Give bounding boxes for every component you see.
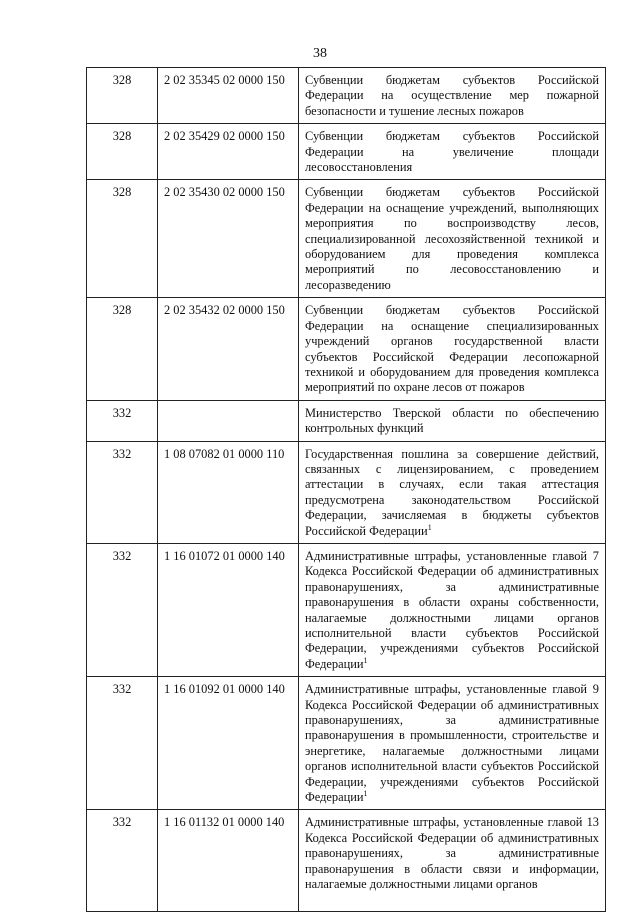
revenue-name-text: Субвенции бюджетам субъектов Российской Федерации на увеличение площади лесовосстановления <box>305 129 599 175</box>
revenue-name-text: Административные штрафы, установленные главой 9 Кодекса Российской Федерации об административных правонарушениях, за административные правонарушения в промышленности, строительстве и энергетике, налагаемые должностными лицами органов исполнительной власти субъектов Российской Федерации, учреждениями субъектов Российской Федерации <box>305 682 599 805</box>
revenue-name-cell <box>299 543 606 676</box>
admin-code-cell: 332 <box>87 810 158 912</box>
revenue-code-cell: 1 16 01072 01 0000 140 <box>158 543 299 676</box>
admin-code-cell: 332 <box>87 543 158 676</box>
table-row <box>87 68 606 124</box>
revenue-name-cell <box>299 298 606 400</box>
revenue-code-cell: 2 02 35345 02 0000 150 <box>158 68 299 124</box>
admin-code-cell: 328 <box>87 180 158 298</box>
admin-code-cell: 332 <box>87 400 158 441</box>
table-row <box>87 677 606 810</box>
revenue-code-cell <box>158 400 299 441</box>
revenue-name-cell <box>299 180 606 298</box>
revenue-name-text: Субвенции бюджетам субъектов Российской Федерации на оснащение учреждений, выполняющих мероприятия по воспроизводству лесов, специализированной лесохозяйственной техникой и оборудованием для проведения комплекса мероприятий по лесовосстановлению и лесоразведению <box>305 185 599 292</box>
admin-code-cell: 328 <box>87 124 158 180</box>
admin-code-cell: 332 <box>87 677 158 810</box>
revenue-name-cell <box>299 124 606 180</box>
revenue-name-cell <box>299 400 606 441</box>
revenue-code-cell: 1 16 01092 01 0000 140 <box>158 677 299 810</box>
footnote-mark: 1 <box>427 522 432 532</box>
revenue-name-cell <box>299 68 606 124</box>
table-row <box>87 810 606 912</box>
page-number: 38 <box>313 46 327 61</box>
revenue-name-text: Министерство Тверской области по обеспечению контрольных функций <box>305 405 599 436</box>
revenue-code-cell: 1 16 01132 01 0000 140 <box>158 810 299 912</box>
revenue-code-cell: 1 08 07082 01 0000 110 <box>158 441 299 543</box>
admin-code-cell: 332 <box>87 441 158 543</box>
table-row <box>87 543 606 676</box>
table-row <box>87 298 606 400</box>
revenue-codes-table <box>86 67 606 912</box>
admin-code-cell: 328 <box>87 68 158 124</box>
revenue-name-text: Административные штрафы, установленные главой 13 Кодекса Российской Федерации об административных правонарушениях, за административные правонарушения в области связи и информации, налагаемые должностными лицами органов <box>305 815 599 892</box>
admin-code-cell: 328 <box>87 298 158 400</box>
revenue-name-text: Государственная пошлина за совершение действий, связанных с лицензированием, с проведением аттестации в случаях, если такая аттестация предусмотрена законодательством Российской Федерации, зачисляемая в бюджеты субъектов Российской Федерации <box>305 446 599 538</box>
revenue-name-cell <box>299 810 606 912</box>
table-row <box>87 180 606 298</box>
revenue-code-cell: 2 02 35432 02 0000 150 <box>158 298 299 400</box>
revenue-name-text: Административные штрафы, установленные главой 7 Кодекса Российской Федерации об административных правонарушениях, за административные правонарушения в области охраны собственности, налагаемые должностными лицами органов исполнительной власти субъектов Российской Федерации, учреждениями субъектов Российской Федерации <box>305 548 599 671</box>
table-row <box>87 124 606 180</box>
revenue-name-cell <box>299 441 606 543</box>
revenue-name-cell <box>299 677 606 810</box>
revenue-code-cell: 2 02 35430 02 0000 150 <box>158 180 299 298</box>
revenue-code-cell: 2 02 35429 02 0000 150 <box>158 124 299 180</box>
table-row <box>87 441 606 543</box>
footnote-mark: 1 <box>363 788 368 798</box>
footnote-mark: 1 <box>363 655 368 665</box>
table-row <box>87 400 606 441</box>
revenue-name-text: Субвенции бюджетам субъектов Российской Федерации на осуществление мер пожарной безопасности и тушение лесных пожаров <box>305 73 599 118</box>
revenue-name-text: Субвенции бюджетам субъектов Российской Федерации на оснащение специализированных учреждений органов государственной власти субъектов Российской Федерации лесопожарной техникой и оборудованием для проведения комплекса мероприятий по охране лесов от пожаров <box>305 303 599 395</box>
